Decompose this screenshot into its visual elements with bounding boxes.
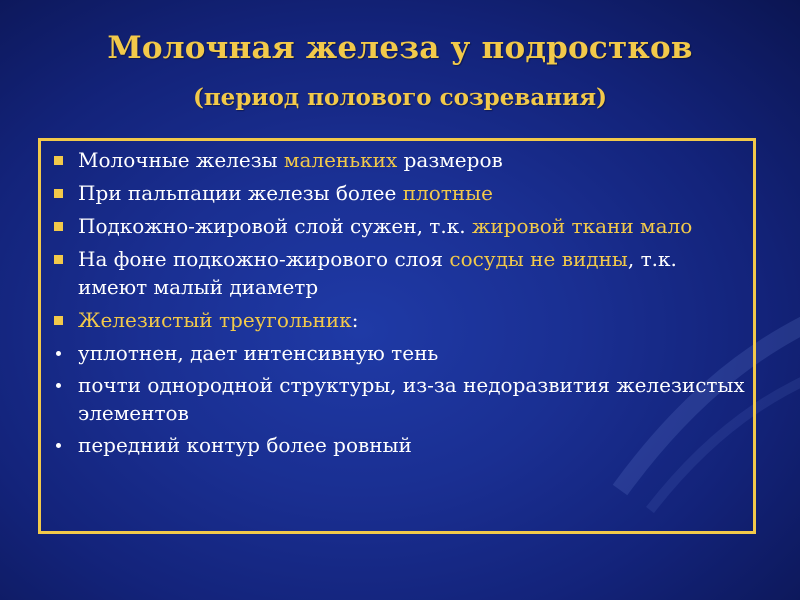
item-text: размеров (397, 148, 503, 172)
item-text: , т.к. имеют малый диаметр (78, 247, 677, 299)
dot-bullet-icon (56, 383, 61, 388)
sub-list-item (52, 431, 752, 459)
item-text: : (351, 308, 359, 332)
dot-bullet-icon (56, 351, 61, 356)
item-highlight: мало (633, 214, 693, 238)
sub-list-item (52, 371, 752, 427)
content-list (52, 146, 752, 463)
list-item (52, 212, 752, 240)
list-item (52, 245, 752, 301)
item-highlight: плотные (402, 181, 493, 205)
item-highlight: маленьких (283, 148, 398, 172)
square-bullet-icon (54, 189, 63, 198)
square-bullet-icon (54, 156, 63, 165)
sub-item-text: передний контур более ровный (78, 433, 412, 457)
item-text: Подкожно-жировой слой сужен, т.к. (78, 214, 472, 238)
item-text: Молочные железы (78, 148, 284, 172)
slide-title: Молочная железа у подростков (107, 30, 693, 66)
list-item (52, 306, 752, 334)
list-item (52, 146, 752, 174)
item-text: При пальпации железы более (78, 181, 403, 205)
square-bullet-icon (54, 222, 63, 231)
sub-list-item (52, 339, 752, 367)
item-highlight: Железистый треугольник (78, 308, 352, 332)
sub-item-text: почти однородной структуры, из-за недоразвития железистых элементов (78, 373, 745, 425)
item-text: На фоне подкожно-жирового слоя (78, 247, 450, 271)
item-highlight: сосуды не видны (449, 247, 628, 271)
slide-subtitle: (период полового созревания) (192, 84, 608, 111)
item-highlight: жировой ткани (471, 214, 634, 238)
square-bullet-icon (54, 255, 63, 264)
list-item (52, 179, 752, 207)
dot-bullet-icon (56, 443, 61, 448)
square-bullet-icon (54, 316, 63, 325)
sub-item-text: уплотнен, дает интенсивную тень (78, 341, 439, 365)
